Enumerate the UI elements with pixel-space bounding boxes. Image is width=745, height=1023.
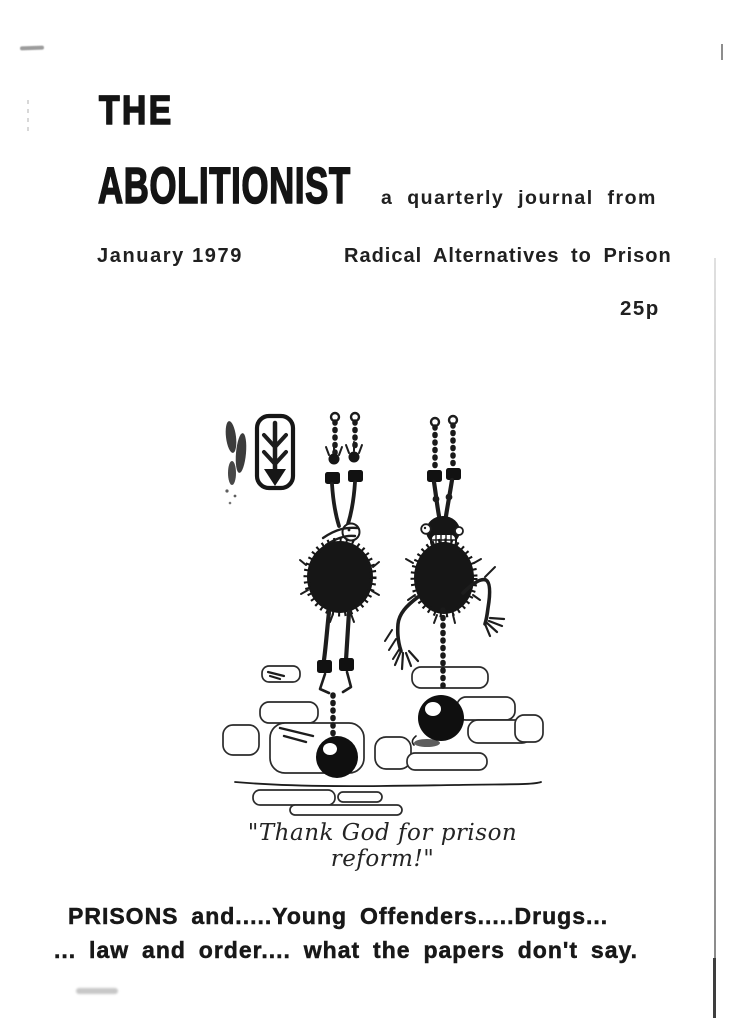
cell-window-arrow-icon [224, 416, 293, 504]
scan-page-edge-line-dark [713, 958, 716, 1018]
stone-floor [223, 666, 543, 815]
journal-title-line1: THE [99, 87, 174, 133]
issue-date: January 1979 [97, 245, 243, 267]
prisoner-left [300, 413, 379, 735]
publisher-name: Radical Alternatives to Prison [344, 245, 672, 267]
prison-cartoon-illustration [205, 395, 555, 820]
topics-line-2: ... law and order.... what the papers don't say. [54, 937, 638, 963]
cartoon-caption: "Thank God for prison reform!" [247, 820, 518, 872]
scan-tick-top-right [721, 44, 723, 60]
tagline: a quarterly journal from [381, 187, 657, 209]
scan-mark-top-left [20, 46, 44, 51]
prisoner-right [385, 416, 504, 691]
topics-line-1: PRISONS and.....Young Offenders.....Drugs... [68, 903, 609, 929]
journal-title-line2: ABOLITIONIST [98, 157, 351, 214]
scan-smudge-bottom [76, 988, 118, 994]
price: 25p [620, 297, 660, 320]
scan-page-edge-line [714, 258, 716, 960]
ball-and-chain-right [412, 695, 464, 747]
scan-ticks-left-edge [27, 100, 29, 134]
ball-and-chain-left [316, 736, 358, 778]
